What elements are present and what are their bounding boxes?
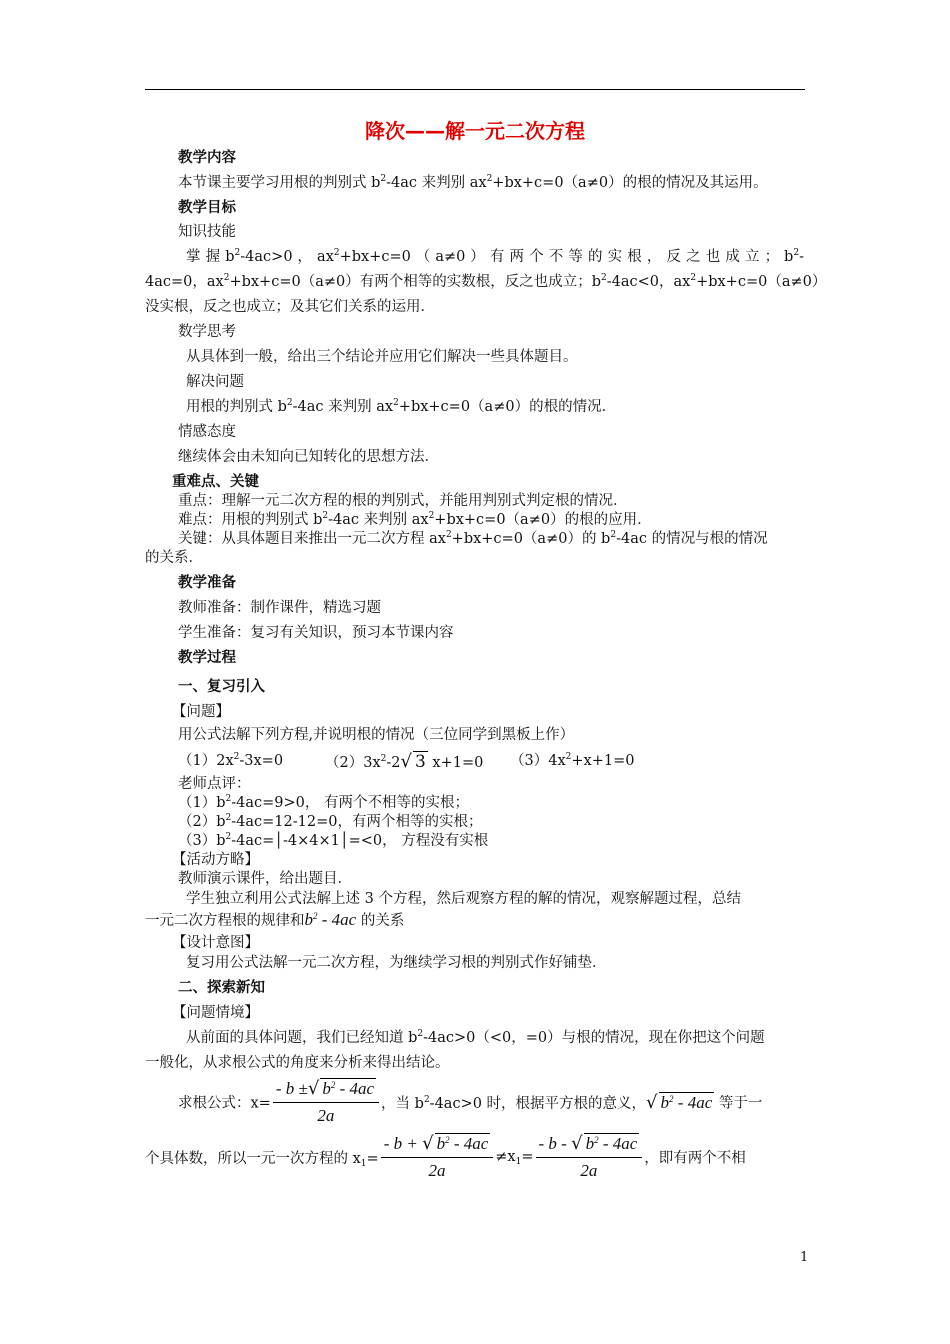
radical-icon: √ xyxy=(400,751,412,772)
teacher-prep: 教师准备：制作课件，精选习题 xyxy=(178,600,381,616)
heading-content: 教学内容 xyxy=(178,150,236,166)
heading-explore: 二、探索新知 xyxy=(178,980,265,996)
design-text: 复习用公式法解一元二次方程，为继续学习根的判别式作好铺垫． xyxy=(186,955,607,971)
question-text: 用公式法解下列方程,并说明根的情况（三位同学到黑板上作） xyxy=(178,727,575,743)
comment-heading: 老师点评： xyxy=(178,776,251,792)
radicand: 3 xyxy=(414,752,426,772)
roots-line: 个具体数，所以一元一次方程的 $x_1=$ $\frac{- b + √ b^2 - 4ac}{2a}$ $\ne x_1=$ $\frac{- b - √ b^2 - 4ac}{2a}$ ，即有两个不相 xyxy=(145,1133,746,1180)
comment-1: $(1)b^2-4ac=9>0$， 有两个不相等的实根； xyxy=(178,794,469,811)
comment-3: $(3)b^2-4ac=│-4\times 4\times 1│=<0$， 方程没有实根 xyxy=(178,832,489,849)
key-line-2: 的关系． xyxy=(145,550,203,566)
comment-2: $(2)b^2-4ac=12-12=0$，有两个相等的实根； xyxy=(178,813,483,830)
problem-text: 用根的判别式 $b^2-4ac$ 来判别 $ax^2+bx+c=0(a\ne 0)$的根的情况． xyxy=(186,398,617,415)
root-x2: $\frac{- b - √ b^2 - 4ac}{2a}$ xyxy=(536,1133,643,1181)
heading-attitude: 情感态度 xyxy=(178,424,236,440)
equation-3: $(3)4x^2+x+1=0$ xyxy=(510,752,635,769)
heading-math-thinking: 数学思考 xyxy=(178,324,236,340)
tag-activity: 【活动方略】 xyxy=(172,852,259,868)
student-prep: 学生准备：复习有关知识，预习本节课内容 xyxy=(178,625,454,641)
activity-2-line-2: 一元二次方程根的规律和$b^2 - 4ac$ 的关系 xyxy=(145,910,405,929)
heading-key: 重难点、关键 xyxy=(172,474,259,490)
root-x1: $\frac{- b + √ b^2 - 4ac}{2a}$ xyxy=(381,1133,494,1181)
page-title: 降次——解一元二次方程 xyxy=(365,119,585,143)
difficulty: 难点：用根的判别式 $b^2-4ac$ 来判别 $ax^2+bx+c=0(a\ne 0)$的根的应用． xyxy=(178,511,652,528)
page-number: 1 xyxy=(800,1250,809,1265)
heading-goals: 教学目标 xyxy=(178,200,236,216)
key-line-1: 关键：从具体题目来推出一元二次方程 $ax^2+bx+c=0(a\ne 0)$的 $b^2-4ac$ 的情况与根的情况 xyxy=(178,530,768,547)
sqrt-discriminant: √ $b^2 - 4ac$ xyxy=(646,1091,713,1113)
heading-process: 教学过程 xyxy=(178,650,236,666)
heading-review: 一、复习引入 xyxy=(178,679,265,695)
equation-1: $(1)2x^2-3x=0$ xyxy=(178,752,284,769)
heading-problem: 解决问题 xyxy=(186,374,244,390)
formula-line: 求根公式：x= $\frac{- b \pm√ b^2 - 4ac}{2a}$ ，当 $b^2-4ac>0$ 时，根据平方根的意义，√ $b^2 - 4ac$ 等于一 xyxy=(178,1078,763,1125)
situation-line-2: 一般化，从求根公式的角度来分析来得出结论。 xyxy=(145,1055,450,1071)
header-rule xyxy=(145,89,805,90)
situation-line-1: 从前面的具体问题，我们已经知道 $b^2-4ac>0(<0$，=0）与根的情况，现在你把这个问题 xyxy=(186,1029,765,1046)
tag-question: 【问题】 xyxy=(172,704,230,720)
equation-2: $(2)3x^2-2√$ 3 x+1=0 xyxy=(325,751,484,772)
tag-design: 【设计意图】 xyxy=(172,935,259,951)
discriminant-math: $b^2 - 4ac$ xyxy=(304,910,357,929)
attitude-text: 继续体会由未知向已知转化的思想方法． xyxy=(178,449,439,465)
heading-prep: 教学准备 xyxy=(178,575,236,591)
activity-1: 教师演示课件，给出题目． xyxy=(178,871,352,887)
knowledge-line-1: 掌 握 $b^2-4ac>0$ ， $ax^2+bx+c=0$ （ a≠0 ） 有 两 个 不 等 的 实 根 ， 反 之 也 成 立 ； $b^2-$ xyxy=(186,248,804,265)
activity-2-line-1: 学生独立利用公式法解上述 3 个方程，然后观察方程的解的情况，观察解题过程，总结 xyxy=(186,891,741,907)
quadratic-formula: $\frac{- b \pm√ b^2 - 4ac}{2a}$ xyxy=(273,1078,379,1126)
math-thinking-text: 从具体到一般，给出三个结论并应用它们解决一些具体题目。 xyxy=(186,349,578,365)
knowledge-line-2: 4ac=0，$ax^2+bx+c=0(a\ne 0)$有两个相等的实数根，反之也成立；$b^2-4ac<0$，$ax^2+bx+c=0(a\ne 0)$ xyxy=(145,273,827,290)
key-point: 重点：理解一元二次方程的根的判别式，并能用判别式判定根的情况． xyxy=(178,493,628,509)
tag-situation: 【问题情境】 xyxy=(172,1005,259,1021)
heading-knowledge: 知识技能 xyxy=(178,224,236,240)
content-text: 本节课主要学习用根的判别式 $b^2-4ac$ 来判别 $ax^2+bx+c=0(a\ne 0)$的根的情况及其运用。 xyxy=(178,174,768,191)
knowledge-line-3: 没实根，反之也成立；及其它们关系的运用． xyxy=(145,299,435,315)
